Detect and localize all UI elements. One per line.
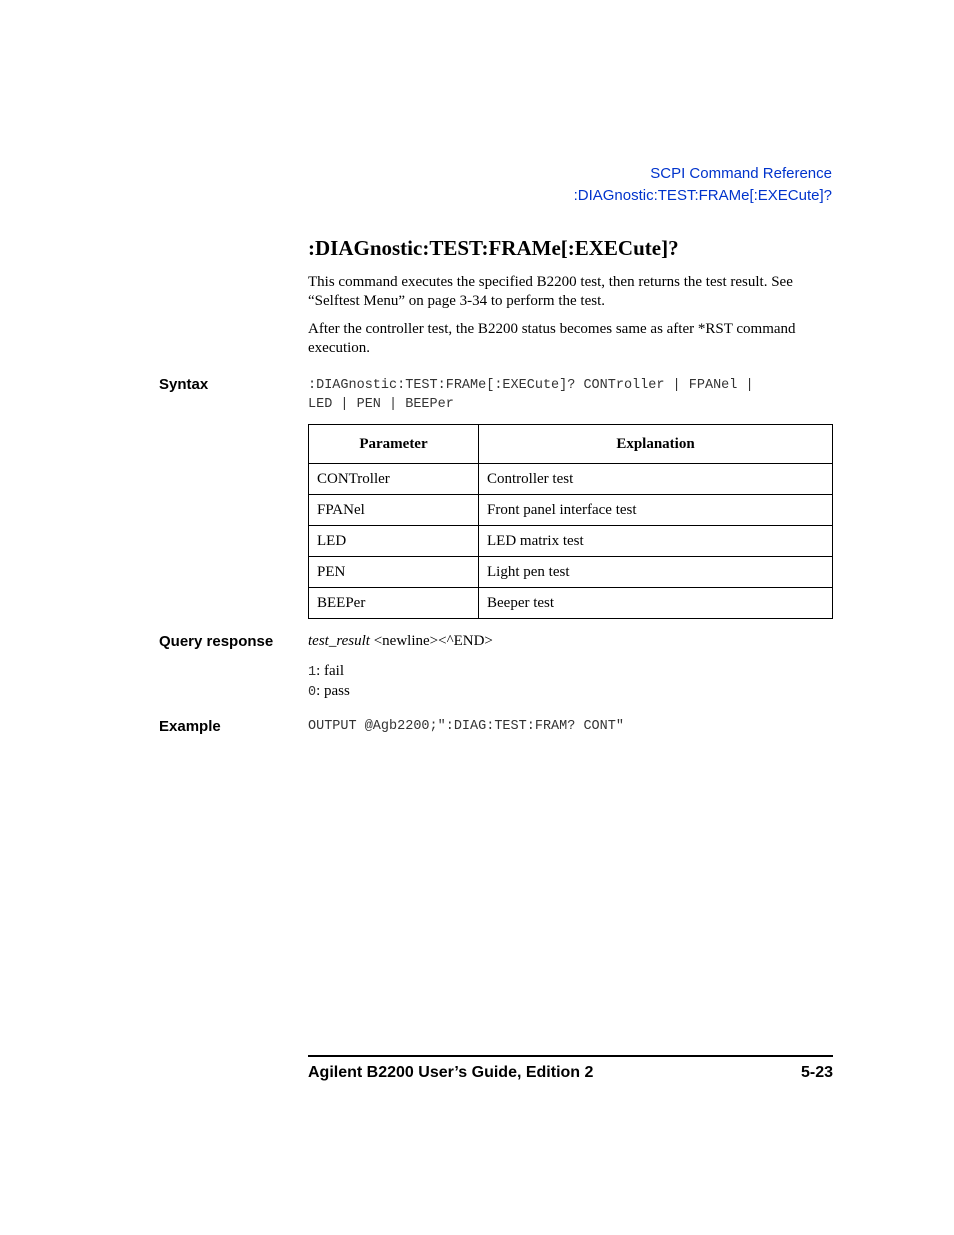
description-paragraph-1: This command executes the specified B2200 test, then returns the test result. See “Selftest Menu” on page 3-34 to perform the test. [308, 274, 793, 309]
parameter-cell: LED [309, 526, 479, 557]
explanation-cell: Front panel interface test [479, 495, 833, 526]
table-row [309, 588, 833, 619]
table-row [309, 557, 833, 588]
description-paragraph-2: After the controller test, the B2200 status becomes same as after *RST command execution. [308, 321, 796, 356]
response-value-item [308, 662, 350, 682]
response-meaning: : fail [316, 663, 345, 679]
example-label: Example [159, 718, 221, 735]
syntax-line-1: :DIAGnostic:TEST:FRAMe[:EXECute]? CONTroller | FPANel | [308, 378, 754, 393]
running-header-command: :DIAGnostic:TEST:FRAMe[:EXECute]? [573, 187, 832, 204]
parameter-cell: BEEPer [309, 588, 479, 619]
command-title: :DIAGnostic:TEST:FRAMe[:EXECute]? [308, 236, 679, 260]
syntax-code [308, 376, 754, 414]
syntax-line-2: LED | PEN | BEEPer [308, 397, 454, 412]
query-response-variable: test_result [308, 633, 370, 649]
query-response-label: Query response [159, 633, 274, 650]
syntax-label: Syntax [159, 376, 209, 393]
explanation-cell: Controller test [479, 464, 833, 495]
parameter-cell: FPANel [309, 495, 479, 526]
explanation-cell: LED matrix test [479, 526, 833, 557]
table-row [309, 495, 833, 526]
query-response-suffix: <newline><^END> [369, 633, 493, 649]
table-header-row [309, 425, 833, 464]
footer-guide-title: Agilent B2200 User’s Guide, Edition 2 [308, 1064, 594, 1081]
table-row [309, 464, 833, 495]
parameter-table [308, 424, 833, 619]
response-values [308, 662, 350, 702]
response-code: 1 [308, 665, 317, 680]
explanation-cell: Light pen test [479, 557, 833, 588]
parameter-cell: PEN [309, 557, 479, 588]
example-code: OUTPUT @Agb2200;":DIAG:TEST:FRAM? CONT" [308, 719, 624, 734]
footer-page-number: 5-23 [800, 1064, 833, 1081]
response-meaning: : pass [316, 683, 350, 699]
query-response-format [308, 633, 493, 650]
running-header-section: SCPI Command Reference [650, 165, 832, 182]
table-header-parameter: Parameter [309, 425, 479, 464]
parameter-cell: CONTroller [309, 464, 479, 495]
response-value-item [308, 682, 350, 702]
table-header-explanation: Explanation [479, 425, 833, 464]
table-row [309, 526, 833, 557]
footer-rule [308, 1055, 833, 1057]
response-code: 0 [308, 685, 317, 700]
explanation-cell: Beeper test [479, 588, 833, 619]
